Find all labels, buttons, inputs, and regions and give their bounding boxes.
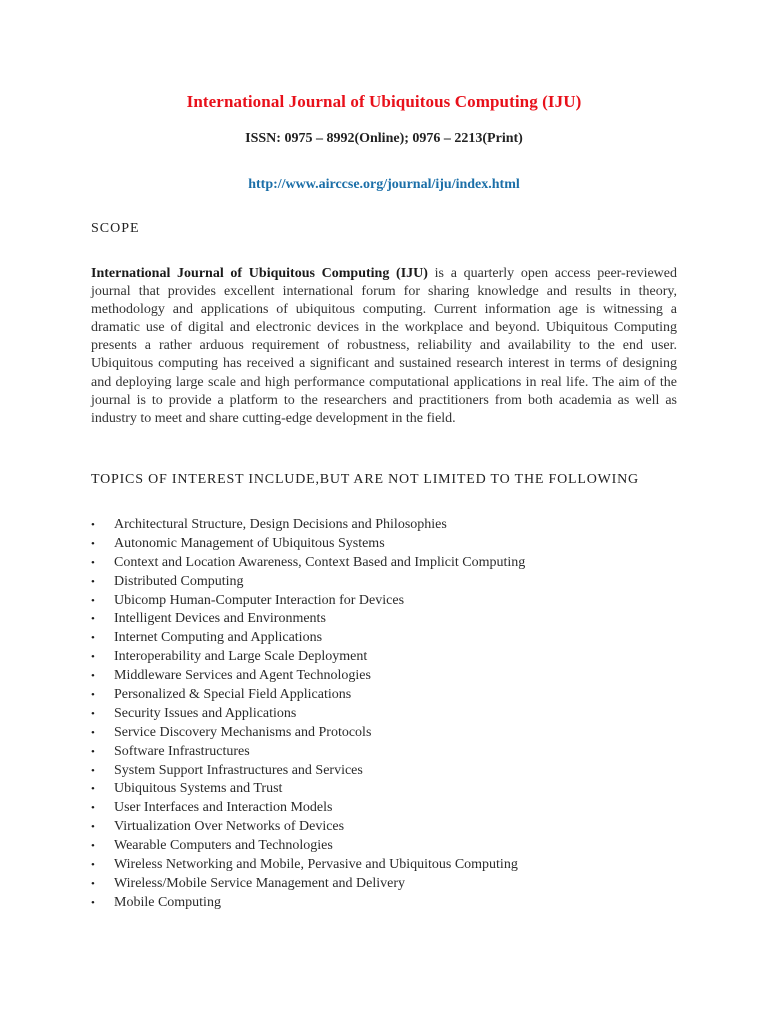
issn-line: ISSN: 0975 – 8992(Online); 0976 – 2213(Print) [245,131,523,146]
topic-label: User Interfaces and Interaction Models [114,800,333,816]
bullet-icon: • [91,896,95,909]
bullet-icon: • [91,802,95,815]
list-item [91,516,525,535]
topic-label: Mobile Computing [114,894,221,910]
scope-paragraph [91,265,677,428]
bullet-icon: • [91,613,95,626]
topic-label: Wireless Networking and Mobile, Pervasive and Ubiquitous Computing [114,857,518,873]
list-item [91,648,525,667]
topic-label: Middleware Services and Agent Technologies [114,668,371,684]
topic-label: Ubicomp Human-Computer Interaction for Devices [114,592,405,608]
bullet-icon: • [91,632,95,645]
list-item [91,573,525,592]
topic-label: Personalized & Special Field Applications [114,687,352,703]
list-item [91,762,525,781]
topic-label: Internet Computing and Applications [114,630,323,646]
bullet-icon: • [91,556,95,569]
scope-body-text: is a quarterly open access peer-reviewed journal that provides excellent international forum for sharing knowledge and results in theory, methodology and applications of ubiquitous computing. Current information age is witnessing a dramatic use of digital and electronic devices in the workplace and beyond. Ubiquitous Computing presents a rather arduous requirement of robustness, reliability and availability to the end user. Ubiquitous computing has received a significant and sustained research interest in terms of designing and deploying large scale and high performance computational applications in real life. The aim of the journal is to provide a platform to the researchers and practitioners from both academia as well as industry to meet and share cutting-edge development in the field. [91,266,678,426]
list-item [91,686,525,705]
topic-label: Service Discovery Mechanisms and Protocols [114,724,372,740]
bullet-icon: • [91,594,95,607]
list-item [91,818,525,837]
list-item [91,799,525,818]
bullet-icon: • [91,840,95,853]
list-item [91,629,525,648]
topic-label: Wireless/Mobile Service Management and Delivery [114,875,406,891]
list-item [91,592,525,611]
topic-label: Software Infrastructures [114,743,250,759]
bullet-icon: • [91,651,95,664]
bullet-icon: • [91,670,95,683]
list-item [91,875,525,894]
list-item [91,780,525,799]
list-item [91,535,525,554]
bullet-icon: • [91,877,95,890]
topic-label: Ubiquitous Systems and Trust [114,781,283,797]
topic-label: Architectural Structure, Design Decisions and Philosophies [114,517,447,532]
list-item [91,554,525,573]
topic-label: Interoperability and Large Scale Deployment [114,649,368,665]
topic-label: Context and Location Awareness, Context Based and Implicit Computing [114,554,526,570]
topic-label: System Support Infrastructures and Services [114,762,363,778]
bullet-icon: • [91,537,95,550]
bullet-icon: • [91,519,95,531]
topic-label: Autonomic Management of Ubiquitous Systems [114,535,385,551]
topic-label: Distributed Computing [114,573,244,589]
bullet-icon: • [91,707,95,720]
topic-label: Wearable Computers and Technologies [114,838,333,854]
journal-title: International Journal of Ubiquitous Computing (IJU) [186,92,582,111]
list-item [91,705,525,724]
scope-journal-name: International Journal of Ubiquitous Computing (IJU) [91,266,428,281]
topics-list [91,516,525,913]
bullet-icon: • [91,689,95,702]
topics-heading: TOPICS OF INTEREST INCLUDE,BUT ARE NOT LIMITED TO THE FOLLOWING [91,472,639,487]
bullet-icon: • [91,745,95,758]
topic-label: Virtualization Over Networks of Devices [114,819,345,835]
bullet-icon: • [91,821,95,834]
list-item [91,856,525,875]
list-item [91,610,525,629]
list-item [91,894,525,913]
topic-label: Security Issues and Applications [114,705,297,721]
bullet-icon: • [91,726,95,739]
journal-url-link[interactable]: http://www.airccse.org/journal/iju/index.html [248,177,520,192]
topic-label: Intelligent Devices and Environments [114,611,326,627]
bullet-icon: • [91,783,95,796]
bullet-icon: • [91,575,95,588]
list-item [91,743,525,762]
bullet-icon: • [91,764,95,777]
scope-heading: SCOPE [91,221,140,236]
bullet-icon: • [91,859,95,872]
list-item [91,667,525,686]
list-item [91,724,525,743]
list-item [91,837,525,856]
